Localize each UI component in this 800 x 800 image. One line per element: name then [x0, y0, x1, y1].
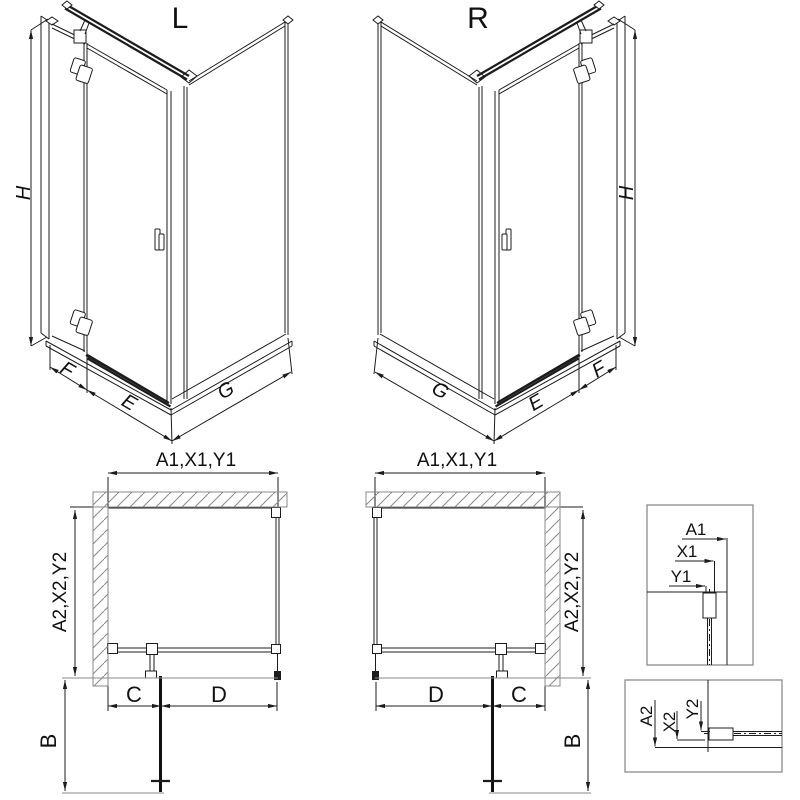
iso-dimension-lines	[31, 19, 292, 444]
plan-right-d-label: D	[428, 682, 444, 707]
plan-right-width-label: A1,X1,Y1	[416, 450, 498, 471]
detail-x2-label: X2	[660, 711, 679, 733]
door-handle	[155, 229, 164, 250]
plan-front-assembly	[108, 644, 272, 679]
iso-left-title: L	[171, 2, 189, 35]
plan-left-b-label: B	[36, 733, 61, 749]
corner-post	[167, 70, 197, 404]
plan-left-width-label: A1,X1,Y1	[155, 450, 237, 471]
wall-side-left-plan	[93, 507, 108, 686]
plan-left-c-label: C	[126, 682, 142, 707]
wall-profile-section	[703, 593, 716, 618]
glass-door	[68, 41, 167, 401]
dim-label-door-right: E	[524, 389, 548, 416]
dim-label-side-left: G	[213, 377, 239, 405]
detail-a2-label: A2	[637, 705, 656, 727]
plan-right-b-label: B	[560, 733, 585, 749]
plan-depth-dimensions	[65, 510, 588, 791]
plan-side-panel	[272, 508, 282, 681]
floor-profile-section	[709, 728, 733, 740]
iso-right-title: R	[467, 2, 489, 35]
upper-hinge	[68, 57, 94, 83]
plan-walls	[93, 492, 560, 686]
dim-label-height-left: H	[13, 185, 35, 201]
detail-y2-label: Y2	[683, 698, 702, 720]
wall-top-right-plan	[366, 492, 560, 507]
iso-left-view	[31, 1, 293, 444]
dim-label-door-left: E	[117, 389, 141, 416]
dim-label-fixed-left: F	[56, 357, 78, 383]
wall-profile	[41, 16, 58, 339]
detail-a1-label: A1	[685, 520, 707, 539]
detail-x1-label: X1	[676, 542, 698, 561]
plan-left-depth-label: A2,X2,Y2	[50, 551, 71, 633]
wall-top-left-plan	[93, 492, 287, 507]
dim-label-side-right: G	[427, 377, 453, 405]
detail-y1-label: Y1	[670, 567, 692, 586]
lower-hinge	[68, 309, 94, 335]
wall-side-right-plan	[545, 507, 560, 686]
plan-left-d-label: D	[211, 682, 227, 707]
plan-right-depth-label: A2,X2,Y2	[562, 551, 583, 633]
plan-right-c-label: C	[511, 682, 527, 707]
dim-label-height-right: H	[616, 185, 638, 201]
dim-label-fixed-right: F	[588, 357, 610, 383]
open-door	[151, 676, 170, 792]
